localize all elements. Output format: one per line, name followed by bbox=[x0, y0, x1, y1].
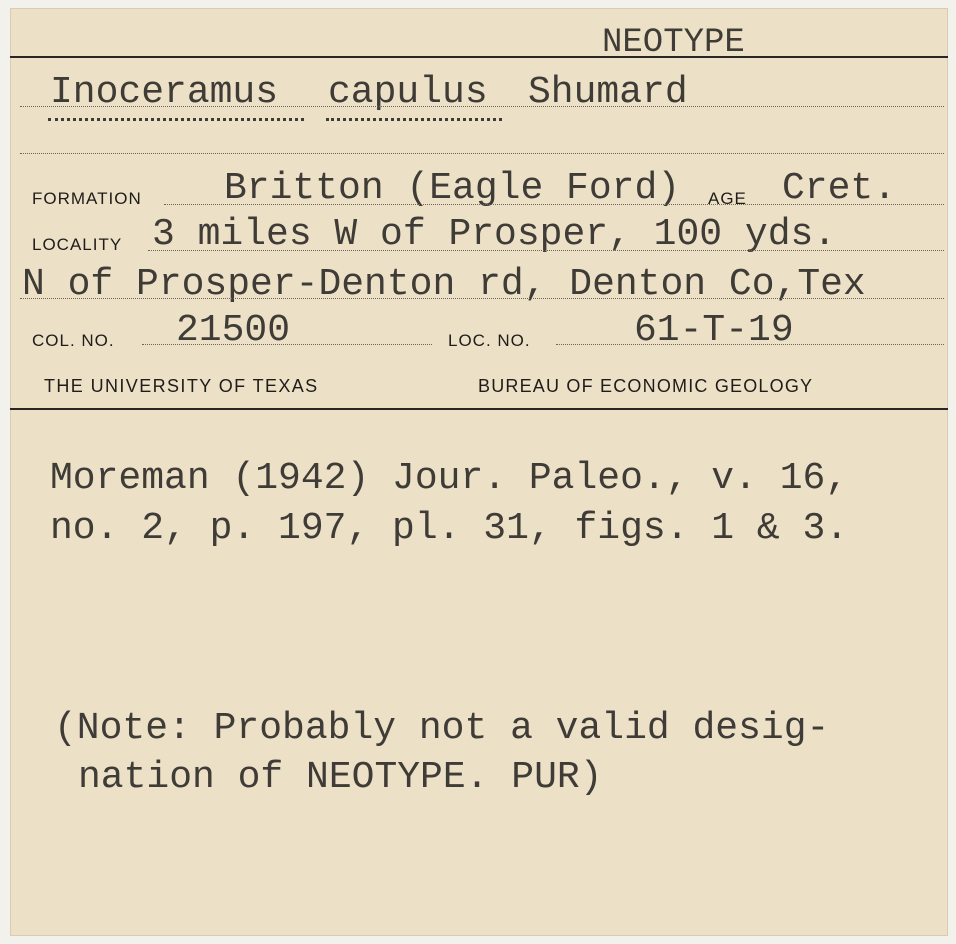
age-label: AGE bbox=[708, 189, 747, 208]
formation-value: Britton (Eagle Ford) bbox=[224, 167, 681, 210]
author-name: Shumard bbox=[528, 71, 688, 114]
footer-rule bbox=[10, 408, 948, 410]
type-designation: NEOTYPE bbox=[602, 24, 745, 62]
age-value: Cret. bbox=[782, 167, 897, 210]
col-no-dotted-rule bbox=[142, 344, 432, 345]
col-no-value: 21500 bbox=[176, 309, 291, 352]
col-no-label: COL. NO. bbox=[32, 331, 115, 350]
note-line-2: nation of NEOTYPE. PUR) bbox=[78, 756, 603, 799]
reference-line-1: Moreman (1942) Jour. Paleo., v. 16, bbox=[50, 457, 849, 500]
specimen-card bbox=[10, 8, 948, 936]
species-name: capulus bbox=[328, 71, 488, 114]
loc-no-label: LOC. NO. bbox=[448, 331, 531, 350]
locality-line-1: 3 miles W of Prosper, 100 yds. bbox=[152, 213, 837, 256]
note-line-1: (Note: Probably not a valid desig- bbox=[54, 707, 830, 750]
locality-line-2: N of Prosper-Denton rd, Denton Co,Tex bbox=[22, 263, 866, 306]
loc-no-value: 61-T-19 bbox=[634, 309, 794, 352]
blank-dotted-rule bbox=[20, 153, 944, 154]
loc-no-dotted-rule bbox=[556, 344, 944, 345]
institution-name: THE UNIVERSITY OF TEXAS bbox=[44, 376, 319, 396]
genus-name: Inoceramus bbox=[50, 71, 279, 114]
formation-dotted-rule bbox=[164, 204, 944, 205]
genus-underline bbox=[48, 118, 304, 121]
species-dotted-rule bbox=[20, 106, 944, 107]
locality-dotted-rule-1 bbox=[148, 250, 944, 251]
header-rule bbox=[10, 56, 948, 58]
locality-label: LOCALITY bbox=[32, 235, 123, 254]
formation-label: FORMATION bbox=[32, 189, 142, 208]
species-underline bbox=[326, 118, 502, 121]
bureau-name: BUREAU OF ECONOMIC GEOLOGY bbox=[478, 376, 814, 396]
locality-dotted-rule-2 bbox=[20, 298, 944, 299]
reference-line-2: no. 2, p. 197, pl. 31, figs. 1 & 3. bbox=[50, 507, 849, 550]
